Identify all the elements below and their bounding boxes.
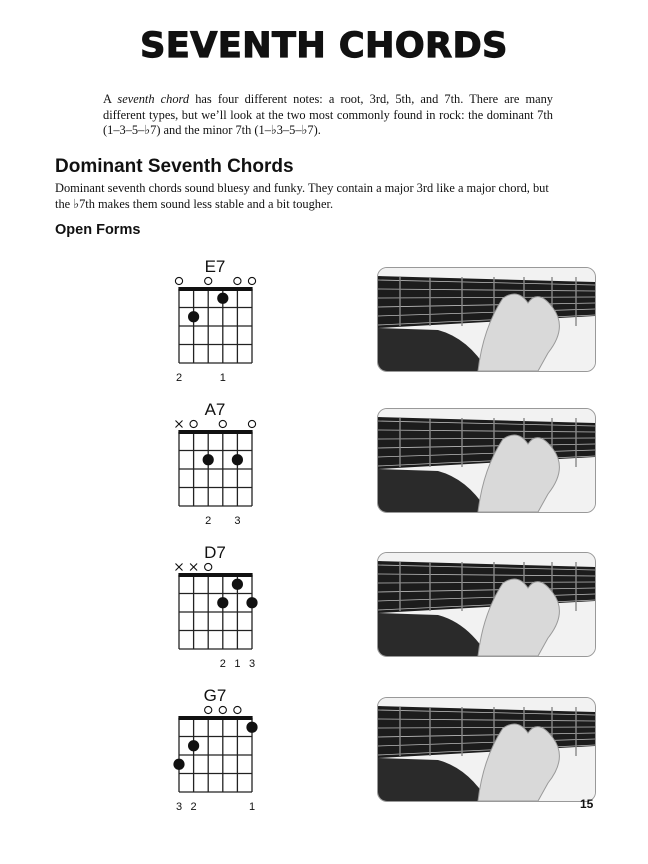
finger-number: 1 [219,372,226,384]
intro-emphasis: seventh chord [117,92,190,106]
finger-number: 2 [219,658,226,670]
guitar-neck-image [378,409,595,512]
finger-dot [232,454,243,465]
finger-dot [232,579,243,590]
nut [178,287,252,291]
guitar-neck-image [378,268,595,371]
chord-name: G7 [203,686,227,705]
open-string-marker [248,420,255,427]
page-number: 15 [580,797,594,811]
chord-diagram-e7 [160,257,270,387]
finger-dot [217,597,228,608]
open-string-marker [219,706,226,713]
intro-text: A [103,92,118,106]
open-string-marker [205,563,212,570]
chord-photo-e7 [377,267,596,372]
chord-name: E7 [204,257,226,276]
chord-diagram-d7 [160,543,270,673]
page-title: SEVENTH CHORDS [140,26,508,66]
finger-number: 2 [205,515,212,527]
finger-dot [203,454,214,465]
chord-photo-a7 [377,408,596,513]
muted-string-marker [190,564,197,571]
open-string-marker [234,706,241,713]
open-string-marker [219,420,226,427]
section-heading: Dominant Seventh Chords [55,156,294,177]
open-string-marker [190,420,197,427]
finger-dot [217,293,228,304]
finger-dot [246,722,257,733]
chord-grid [160,400,270,530]
finger-number: 2 [175,372,183,384]
guitar-neck-image [378,698,595,801]
chord-name: A7 [204,400,226,419]
chord-photo-g7 [377,697,596,802]
finger-dot [188,740,199,751]
open-string-marker [205,706,212,713]
muted-string-marker [176,421,183,428]
finger-number: 1 [234,658,241,670]
open-string-marker [234,277,241,284]
open-string-marker [175,277,182,284]
chord-grid [160,686,270,816]
muted-string-marker [176,564,183,571]
nut [178,430,252,434]
subheading: Open Forms [55,222,141,238]
chord-diagram-a7 [160,400,270,530]
finger-number: 2 [190,801,197,813]
intro-text-rest: has four different notes: a root, 3rd, 5th, and 7th. There are many different types, but we’ll look at the two most commonly found in rock: the dominant 7th (1–3–5–♭7) and the minor 7th (1–♭3–5–♭7). [103,92,553,137]
finger-number: 3 [175,801,183,813]
chord-name: D7 [204,543,226,562]
chord-diagram-g7 [160,686,270,816]
nut [178,716,252,720]
chord-photo-d7 [377,552,596,657]
open-string-marker [248,277,255,284]
chord-grid [160,257,270,387]
finger-number: 3 [248,658,256,670]
finger-dot [173,759,184,770]
intro-paragraph [103,92,553,139]
chord-grid [160,543,270,673]
finger-number: 3 [234,515,241,527]
open-string-marker [205,277,212,284]
section-body: Dominant seventh chords sound bluesy and funky. They contain a major 3rd like a major chord, but the ♭7th makes them sound less stable and a bit tougher. [55,181,549,211]
finger-number: 1 [248,801,256,813]
nut [178,573,252,577]
guitar-neck-image [378,553,595,656]
finger-dot [188,311,199,322]
finger-dot [246,597,257,608]
